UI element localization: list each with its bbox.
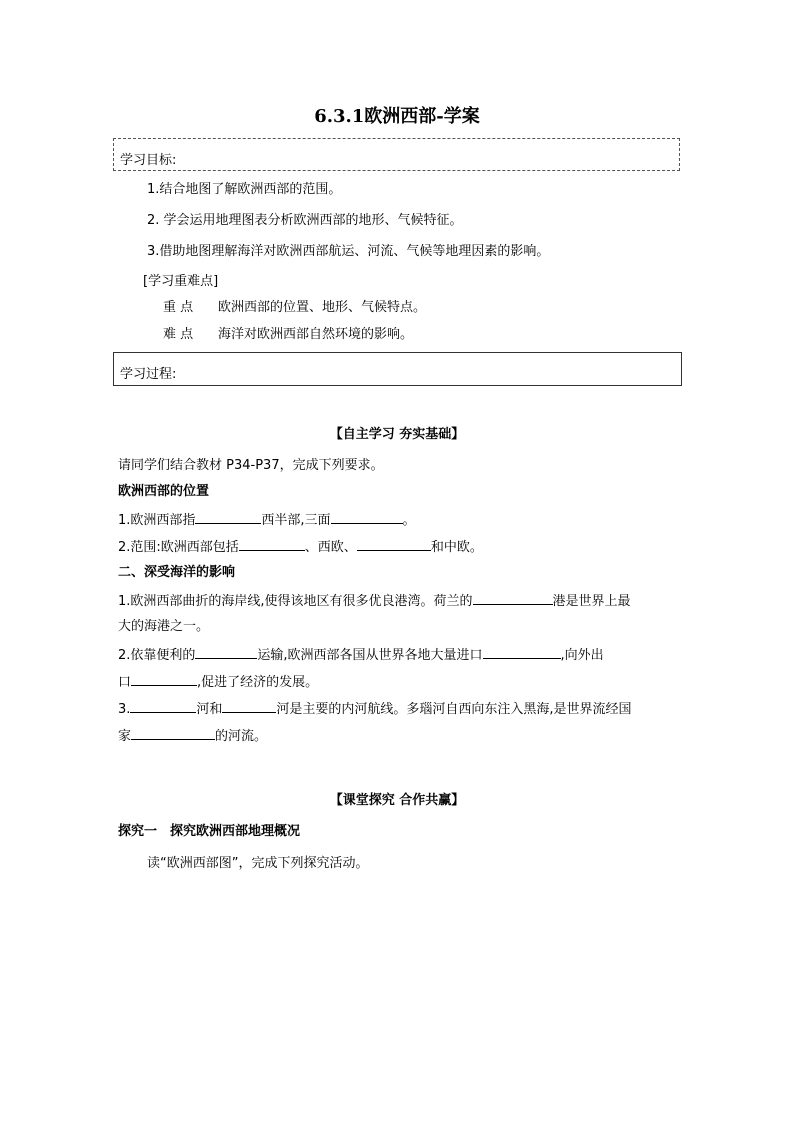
page-title: 6.3.1欧洲西部-学案 (314, 106, 480, 127)
question-text: 家 (118, 729, 132, 744)
self-study-heading: 【自主学习 夯实基础】 (329, 427, 465, 442)
inquiry-subheading: 探究一 探究欧洲西部地理概况 (118, 824, 301, 839)
inquiry-heading: 【课堂探究 合作共赢】 (329, 793, 465, 808)
question-text: 河是主要的内河航线。多瑙河自西向东注入黑海,是世界流经国 (276, 702, 632, 717)
question-3-cont: 大的海港之一。 (118, 619, 210, 634)
question-text: 河和 (196, 702, 223, 717)
process-box (113, 352, 682, 386)
focus-text: 欧洲西部的位置、地形、气候特点。 (218, 300, 427, 315)
objective-item: 3.借助地图理解海洋对欧洲西部航运、河流、气候等地理因素的影响。 (147, 244, 550, 259)
answer-blank[interactable] (331, 512, 403, 524)
objective-item: 2. 学会运用地理图表分析欧洲西部的地形、气候特征。 (147, 213, 463, 228)
difficulty-label: 难 点 (163, 327, 194, 342)
question-text: 的河流。 (215, 729, 268, 744)
section-title-ocean: 二、深受海洋的影响 (118, 565, 236, 580)
question-text: 西半部,三面 (261, 513, 331, 528)
question-text: 1.欧洲西部指 (118, 513, 196, 528)
objective-item: 1.结合地图了解欧洲西部的范围。 (147, 182, 342, 197)
self-study-intro: 请同学们结合教材 P34-P37，完成下列要求。 (118, 458, 384, 473)
answer-blank[interactable] (130, 701, 196, 713)
question-text: 口 (118, 675, 132, 690)
process-label: 学习过程: (120, 367, 177, 382)
answer-blank[interactable] (131, 674, 197, 686)
answer-blank[interactable] (239, 539, 305, 551)
answer-blank[interactable] (357, 539, 431, 551)
question-1 (118, 512, 416, 527)
key-points-label: [学习重难点] (143, 274, 219, 289)
question-2 (118, 539, 483, 554)
question-text: 港是世界上最 (552, 594, 631, 609)
answer-blank[interactable] (131, 728, 215, 740)
answer-blank[interactable] (195, 512, 261, 524)
question-text: 2.依靠便利的 (118, 648, 196, 663)
objectives-box (113, 138, 680, 171)
question-5-cont (118, 728, 267, 743)
section-title-location: 欧洲西部的位置 (118, 484, 210, 499)
question-3 (118, 593, 631, 608)
question-text: 。 (402, 513, 416, 528)
question-text: 1.欧洲西部曲折的海岸线,使得该地区有很多优良港湾。荷兰的 (118, 594, 473, 609)
inquiry-instruction: 读“欧洲西部图”，完成下列探究活动。 (147, 856, 369, 871)
answer-blank[interactable] (483, 647, 561, 659)
question-text: 和中欧。 (430, 540, 483, 555)
answer-blank[interactable] (195, 647, 257, 659)
question-4 (118, 647, 604, 662)
question-text: 2.范围:欧洲西部包括 (118, 540, 239, 555)
difficulty-text: 海洋对欧洲西部自然环境的影响。 (218, 327, 414, 342)
question-text: ,向外出 (560, 648, 604, 663)
question-text: ,促进了经济的发展。 (197, 675, 319, 690)
answer-blank[interactable] (222, 701, 276, 713)
answer-blank[interactable] (473, 593, 553, 605)
question-text: 3. (118, 702, 131, 717)
focus-label: 重 点 (163, 300, 194, 315)
question-5 (118, 701, 632, 716)
question-4-cont (118, 674, 318, 689)
objectives-label: 学习目标: (120, 153, 177, 168)
question-text: 、西欧、 (304, 540, 357, 555)
question-text: 运输,欧洲西部各国从世界各地大量进口 (257, 648, 483, 663)
